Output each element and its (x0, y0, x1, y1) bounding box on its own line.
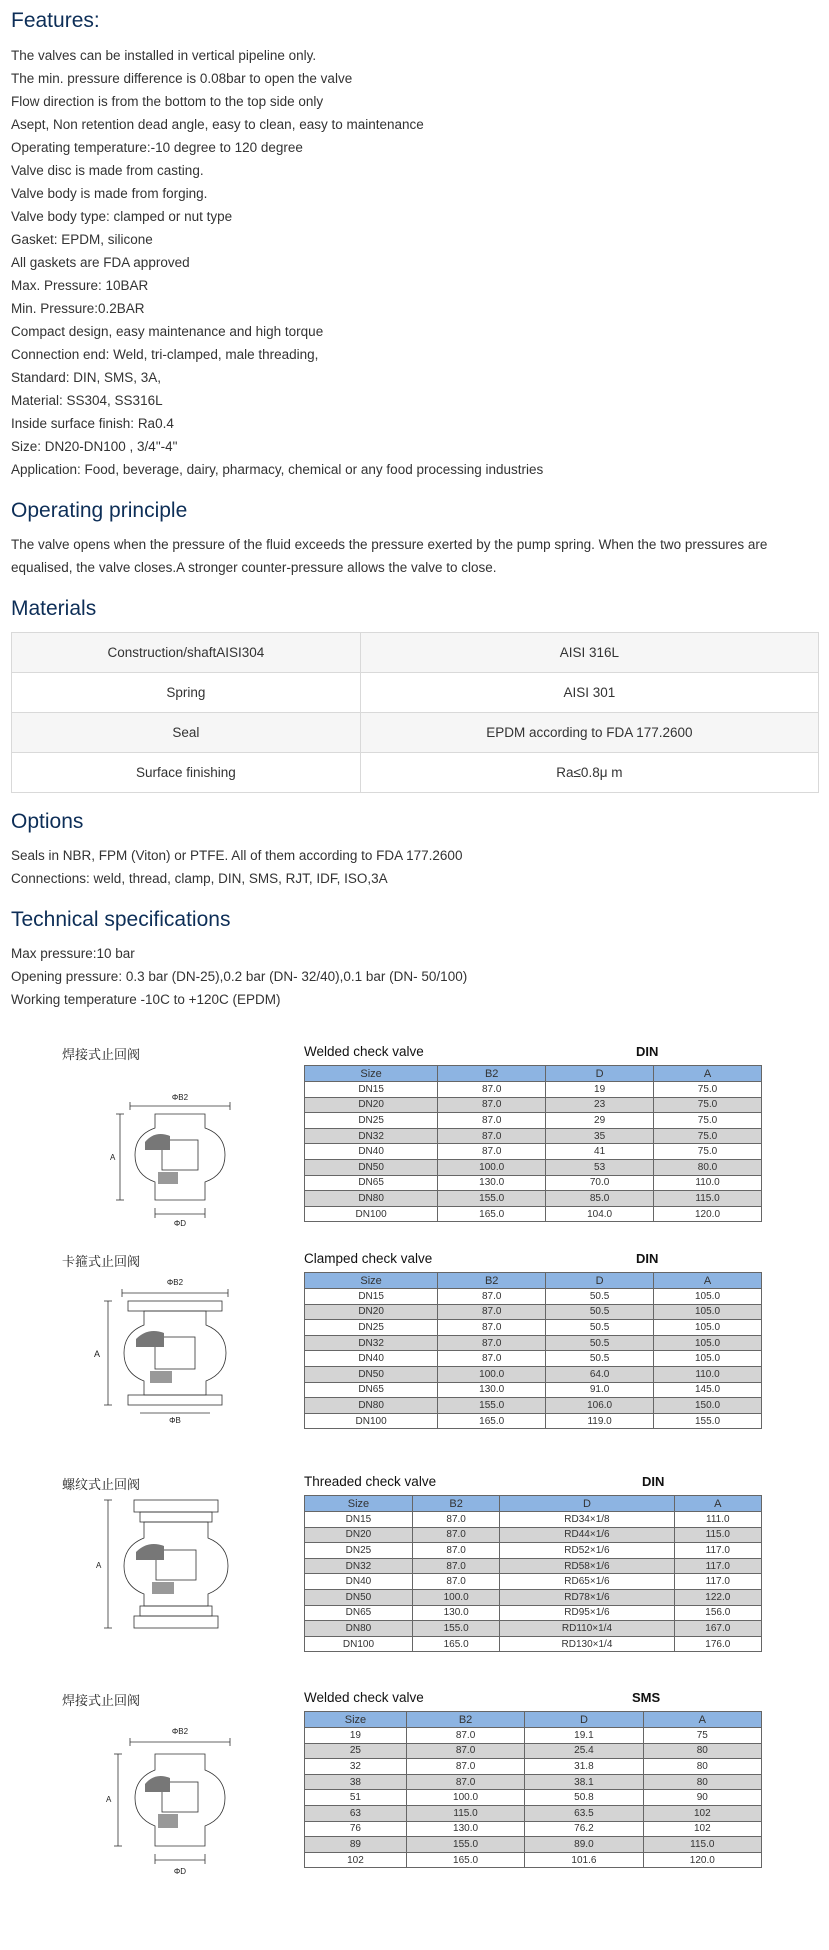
spec-cell: 75 (643, 1728, 761, 1744)
feature-item: Gasket: EPDM, silicone (11, 232, 153, 247)
spec-cell: DN25 (305, 1543, 413, 1559)
spec-header-cell: D (546, 1273, 654, 1289)
spec-cell: 75.0 (654, 1082, 762, 1098)
operating-section (11, 500, 819, 579)
spec-cell: 155.0 (412, 1621, 499, 1637)
spec-table (304, 1272, 762, 1429)
spec-row (305, 1527, 762, 1543)
spec-header-cell: D (500, 1496, 674, 1512)
spec-cell: 50.5 (546, 1304, 654, 1320)
spec-header-cell: Size (305, 1273, 438, 1289)
spec-cell: 76 (305, 1821, 407, 1837)
spec-row (305, 1728, 762, 1744)
spec-row (305, 1113, 762, 1129)
spec-row (305, 1790, 762, 1806)
welded-sms-valve-drawing (100, 1720, 240, 1880)
spec-cell: 63 (305, 1805, 407, 1821)
material-part: Seal (12, 713, 361, 753)
option-item: Connections: weld, thread, clamp, DIN, SMS, RJT, IDF, ISO,3A (11, 871, 388, 886)
spec-row (305, 1574, 762, 1590)
drawing-label: ΦB2 (171, 1093, 189, 1102)
spec-cell: 102 (643, 1805, 761, 1821)
spec-cell: 19.1 (525, 1728, 643, 1744)
feature-item: Valve body is made from forging. (11, 186, 208, 201)
spec-row (305, 1413, 762, 1429)
spec-title: Welded check valve (304, 1044, 424, 1059)
spec-cell: DN80 (305, 1191, 438, 1207)
feature-item: Asept, Non retention dead angle, easy to clean, easy to maintenance (11, 117, 424, 132)
spec-table (304, 1495, 762, 1652)
feature-item: Valve disc is made from casting. (11, 163, 204, 178)
options-list (11, 844, 819, 890)
spec-cell: 51 (305, 1790, 407, 1806)
options-section (11, 811, 819, 890)
drawing-label: A (106, 1795, 112, 1804)
spec-cell: 90 (643, 1790, 761, 1806)
spec-cell: 101.6 (525, 1852, 643, 1868)
spec-cell: DN65 (305, 1605, 413, 1621)
spec-cell: 155.0 (406, 1837, 524, 1853)
operating-text: The valve opens when the pressure of the fluid exceeds the pressure exerted by the pump spring. When the two pressures are equalised, the valve closes.A stronger counter-pressure allows the valve to close. (11, 537, 768, 575)
spec-cell: DN50 (305, 1366, 438, 1382)
spec-cell: 106.0 (546, 1398, 654, 1414)
drawing-label: ΦB (169, 1416, 181, 1425)
feature-item: Operating temperature:-10 degree to 120 degree (11, 140, 303, 155)
spec-cell: 87.0 (438, 1304, 546, 1320)
spec-cell: 100.0 (406, 1790, 524, 1806)
spec-cell: 105.0 (654, 1351, 762, 1367)
spec-cell: DN32 (305, 1558, 413, 1574)
spec-row (305, 1398, 762, 1414)
spec-cell: 38 (305, 1774, 407, 1790)
spec-cell: 80 (643, 1759, 761, 1775)
spec-standard: SMS (632, 1690, 661, 1705)
spec-threaded-din (0, 1470, 829, 1670)
spec-cell: 87.0 (438, 1320, 546, 1336)
spec-cell: 87.0 (412, 1558, 499, 1574)
spec-cell: 155.0 (438, 1398, 546, 1414)
feature-item: Material: SS304, SS316L (11, 393, 163, 408)
feature-item: Min. Pressure:0.2BAR (11, 301, 145, 316)
feature-item: Compact design, easy maintenance and high torque (11, 324, 324, 339)
spec-cell: DN25 (305, 1320, 438, 1336)
spec-cell: 87.0 (438, 1128, 546, 1144)
technical-item: Opening pressure: 0.3 bar (DN-25),0.2 bar (DN- 32/40),0.1 bar (DN- 50/100) (11, 969, 468, 984)
feature-item: The valves can be installed in vertical pipeline only. (11, 48, 317, 63)
spec-cell: 176.0 (674, 1636, 761, 1652)
spec-cn-label: 焊接式止回阀 (62, 1693, 141, 1708)
spec-cell: 63.5 (525, 1805, 643, 1821)
feature-item: All gaskets are FDA approved (11, 255, 190, 270)
spec-row (305, 1589, 762, 1605)
spec-cell: RD44×1/6 (500, 1527, 674, 1543)
spec-cell: DN40 (305, 1144, 438, 1160)
spec-cell: 165.0 (438, 1206, 546, 1222)
features-section (11, 10, 819, 481)
spec-cell: RD34×1/8 (500, 1512, 674, 1528)
spec-row (305, 1335, 762, 1351)
spec-row (305, 1821, 762, 1837)
spec-row (305, 1621, 762, 1637)
spec-cell: 165.0 (406, 1852, 524, 1868)
spec-header-cell: A (643, 1712, 761, 1728)
spec-cell: 80.0 (654, 1159, 762, 1175)
spec-cell: 105.0 (654, 1320, 762, 1336)
spec-cell: 167.0 (674, 1621, 761, 1637)
spec-cell: 110.0 (654, 1366, 762, 1382)
spec-cell: 120.0 (654, 1206, 762, 1222)
spec-cell: 80 (643, 1743, 761, 1759)
drawing-label: A (94, 1349, 101, 1359)
spec-cell: 165.0 (438, 1413, 546, 1429)
spec-cell: DN20 (305, 1304, 438, 1320)
spec-row (305, 1097, 762, 1113)
drawing-label: ΦB2 (171, 1727, 189, 1736)
spec-cell: 89.0 (525, 1837, 643, 1853)
spec-cell: 50.5 (546, 1320, 654, 1336)
features-heading: Features: (11, 9, 100, 32)
spec-cell: 100.0 (438, 1159, 546, 1175)
option-item: Seals in NBR, FPM (Viton) or PTFE. All of them according to FDA 177.2600 (11, 848, 463, 863)
spec-header-cell: Size (305, 1066, 438, 1082)
spec-row (305, 1512, 762, 1528)
spec-cell: 87.0 (412, 1527, 499, 1543)
spec-cell: 115.0 (674, 1527, 761, 1543)
spec-row (305, 1206, 762, 1222)
spec-cell: 87.0 (438, 1113, 546, 1129)
spec-row (305, 1743, 762, 1759)
spec-cell: DN50 (305, 1589, 413, 1605)
spec-cell: 120.0 (643, 1852, 761, 1868)
spec-cell: DN65 (305, 1175, 438, 1191)
spec-cell: DN32 (305, 1128, 438, 1144)
spec-cell: 115.0 (643, 1837, 761, 1853)
spec-cell: DN80 (305, 1621, 413, 1637)
spec-title: Clamped check valve (304, 1251, 433, 1266)
spec-cell: 41 (546, 1144, 654, 1160)
spec-header-cell: B2 (438, 1273, 546, 1289)
spec-row (305, 1304, 762, 1320)
spec-cell: 87.0 (438, 1082, 546, 1098)
spec-cell: RD65×1/6 (500, 1574, 674, 1590)
feature-item: The min. pressure difference is 0.08bar to open the valve (11, 71, 353, 86)
spec-header-row (305, 1712, 762, 1728)
features-list (11, 44, 819, 481)
spec-row (305, 1759, 762, 1775)
spec-cn-label: 螺纹式止回阀 (62, 1477, 141, 1492)
spec-cell: RD130×1/4 (500, 1636, 674, 1652)
spec-cell: 117.0 (674, 1574, 761, 1590)
spec-cell: 130.0 (406, 1821, 524, 1837)
material-part: Surface finishing (12, 753, 361, 793)
spec-row (305, 1351, 762, 1367)
material-value: AISI 316L (360, 633, 818, 673)
spec-cell: DN100 (305, 1413, 438, 1429)
feature-item: Connection end: Weld, tri-clamped, male threading, (11, 347, 319, 362)
spec-cn-label: 卡箍式止回阀 (62, 1254, 141, 1269)
spec-cell: DN65 (305, 1382, 438, 1398)
technical-item: Max pressure:10 bar (11, 946, 135, 961)
spec-table (304, 1711, 762, 1868)
spec-row (305, 1852, 762, 1868)
spec-cell: 87.0 (412, 1543, 499, 1559)
spec-cell: 130.0 (438, 1175, 546, 1191)
spec-cell: 50.5 (546, 1289, 654, 1305)
materials-table (11, 632, 819, 793)
spec-cell: 53 (546, 1159, 654, 1175)
spec-row (305, 1774, 762, 1790)
spec-header-cell: Size (305, 1496, 413, 1512)
spec-cell: 150.0 (654, 1398, 762, 1414)
spec-cell: 23 (546, 1097, 654, 1113)
spec-cell: RD95×1/6 (500, 1605, 674, 1621)
spec-cell: DN40 (305, 1574, 413, 1590)
spec-table (304, 1065, 762, 1222)
spec-cell: DN80 (305, 1398, 438, 1414)
drawing-label: A (110, 1153, 116, 1162)
spec-cell: 130.0 (412, 1605, 499, 1621)
welded-valve-drawing (100, 1080, 240, 1230)
spec-cell: 75.0 (654, 1144, 762, 1160)
spec-cell: RD110×1/4 (500, 1621, 674, 1637)
spec-header-cell: B2 (406, 1712, 524, 1728)
spec-cell: 102 (643, 1821, 761, 1837)
drawing-label: A (96, 1561, 102, 1570)
spec-row (305, 1082, 762, 1098)
feature-item: Valve body type: clamped or nut type (11, 209, 233, 224)
spec-header-row (305, 1273, 762, 1289)
spec-cell: 130.0 (438, 1382, 546, 1398)
spec-row (305, 1558, 762, 1574)
feature-item: Max. Pressure: 10BAR (11, 278, 149, 293)
feature-item: Size: DN20-DN100 , 3/4"-4" (11, 439, 178, 454)
feature-item: Flow direction is from the bottom to the top side only (11, 94, 324, 109)
spec-header-row (305, 1496, 762, 1512)
spec-row (305, 1636, 762, 1652)
spec-cell: 80 (643, 1774, 761, 1790)
spec-cell: 31.8 (525, 1759, 643, 1775)
material-part: Spring (12, 673, 361, 713)
spec-cell: 155.0 (654, 1413, 762, 1429)
technical-list (11, 942, 819, 1011)
material-value: Ra≤0.8μ m (360, 753, 818, 793)
spec-cell: 165.0 (412, 1636, 499, 1652)
spec-cell: 50.5 (546, 1351, 654, 1367)
drawing-label: ΦB2 (166, 1278, 184, 1287)
materials-heading: Materials (11, 597, 97, 620)
spec-row (305, 1191, 762, 1207)
spec-cell: DN15 (305, 1512, 413, 1528)
spec-cell: 117.0 (674, 1558, 761, 1574)
spec-cell: DN100 (305, 1636, 413, 1652)
spec-cell: DN25 (305, 1113, 438, 1129)
spec-cell: 119.0 (546, 1413, 654, 1429)
spec-cell: 87.0 (438, 1289, 546, 1305)
spec-cell: 115.0 (406, 1805, 524, 1821)
spec-cell: 76.2 (525, 1821, 643, 1837)
spec-row (305, 1159, 762, 1175)
spec-cell: 87.0 (438, 1351, 546, 1367)
spec-row (305, 1366, 762, 1382)
spec-row (305, 1382, 762, 1398)
spec-cell: DN100 (305, 1206, 438, 1222)
materials-section (11, 598, 819, 793)
spec-standard: DIN (636, 1251, 659, 1266)
spec-cell: 102 (305, 1852, 407, 1868)
spec-cell: 87.0 (406, 1728, 524, 1744)
spec-cell: 38.1 (525, 1774, 643, 1790)
spec-cell: 115.0 (654, 1191, 762, 1207)
drawing-label: ΦD (173, 1219, 187, 1228)
spec-cell: 50.5 (546, 1335, 654, 1351)
spec-cell: 64.0 (546, 1366, 654, 1382)
spec-cell: 87.0 (438, 1144, 546, 1160)
material-value: AISI 301 (360, 673, 818, 713)
spec-cell: 32 (305, 1759, 407, 1775)
spec-cell: DN15 (305, 1289, 438, 1305)
spec-standard: DIN (636, 1044, 659, 1059)
spec-cell: 155.0 (438, 1191, 546, 1207)
spec-row (305, 1605, 762, 1621)
spec-cell: RD52×1/6 (500, 1543, 674, 1559)
feature-item: Inside surface finish: Ra0.4 (11, 416, 174, 431)
spec-title: Threaded check valve (304, 1474, 437, 1489)
spec-cell: 75.0 (654, 1113, 762, 1129)
spec-cell: 104.0 (546, 1206, 654, 1222)
spec-cell: DN50 (305, 1159, 438, 1175)
materials-row (12, 673, 819, 713)
technical-item: Working temperature -10C to +120C (EPDM) (11, 992, 281, 1007)
spec-header-cell: D (546, 1066, 654, 1082)
spec-cell: 105.0 (654, 1289, 762, 1305)
spec-cn-label: 焊接式止回阀 (62, 1047, 141, 1062)
drawing-label: ΦD (173, 1867, 187, 1876)
spec-welded-sms (0, 1686, 829, 1886)
spec-cell: 87.0 (406, 1774, 524, 1790)
spec-cell: 87.0 (412, 1512, 499, 1528)
spec-cell: 87.0 (412, 1574, 499, 1590)
spec-cell: 35 (546, 1128, 654, 1144)
operating-heading: Operating principle (11, 499, 188, 522)
spec-standard: DIN (642, 1474, 665, 1489)
materials-row (12, 633, 819, 673)
technical-section (11, 909, 819, 1011)
spec-cell: DN20 (305, 1527, 413, 1543)
spec-cell: 87.0 (438, 1097, 546, 1113)
spec-cell: 100.0 (438, 1366, 546, 1382)
spec-header-cell: B2 (438, 1066, 546, 1082)
spec-cell: 87.0 (406, 1743, 524, 1759)
spec-cell: 87.0 (438, 1335, 546, 1351)
spec-row (305, 1805, 762, 1821)
spec-cell: 89 (305, 1837, 407, 1853)
spec-header-cell: A (654, 1066, 762, 1082)
spec-row (305, 1543, 762, 1559)
spec-cell: DN40 (305, 1351, 438, 1367)
spec-cell: RD58×1/6 (500, 1558, 674, 1574)
spec-header-cell: A (674, 1496, 761, 1512)
spec-cell: 110.0 (654, 1175, 762, 1191)
feature-item: Standard: DIN, SMS, 3A, (11, 370, 162, 385)
materials-row (12, 713, 819, 753)
spec-row (305, 1320, 762, 1336)
spec-row (305, 1837, 762, 1853)
spec-header-cell: B2 (412, 1496, 499, 1512)
spec-cell: 100.0 (412, 1589, 499, 1605)
clamped-valve-drawing (94, 1271, 240, 1425)
technical-heading: Technical specifications (11, 908, 231, 931)
spec-cell: 25.4 (525, 1743, 643, 1759)
spec-cell: 145.0 (654, 1382, 762, 1398)
spec-cell: DN15 (305, 1082, 438, 1098)
spec-cell: 85.0 (546, 1191, 654, 1207)
material-value: EPDM according to FDA 177.2600 (360, 713, 818, 753)
spec-clamped-din (0, 1247, 829, 1447)
material-part: Construction/shaftAISI304 (12, 633, 361, 673)
spec-cell: RD78×1/6 (500, 1589, 674, 1605)
spec-cell: 122.0 (674, 1589, 761, 1605)
spec-header-cell: Size (305, 1712, 407, 1728)
spec-welded-din (0, 1040, 829, 1240)
materials-row (12, 753, 819, 793)
threaded-valve-drawing (96, 1494, 240, 1644)
spec-cell: DN20 (305, 1097, 438, 1113)
spec-cell: 105.0 (654, 1335, 762, 1351)
spec-row (305, 1175, 762, 1191)
spec-cell: 156.0 (674, 1605, 761, 1621)
spec-cell: 91.0 (546, 1382, 654, 1398)
spec-cell: 117.0 (674, 1543, 761, 1559)
spec-header-row (305, 1066, 762, 1082)
spec-header-cell: D (525, 1712, 643, 1728)
spec-row (305, 1144, 762, 1160)
spec-row (305, 1128, 762, 1144)
spec-cell: 29 (546, 1113, 654, 1129)
spec-cell: 25 (305, 1743, 407, 1759)
spec-cell: 50.8 (525, 1790, 643, 1806)
spec-cell: 19 (305, 1728, 407, 1744)
spec-cell: 111.0 (674, 1512, 761, 1528)
spec-title: Welded check valve (304, 1690, 424, 1705)
spec-cell: 105.0 (654, 1304, 762, 1320)
spec-cell: 70.0 (546, 1175, 654, 1191)
feature-item: Application: Food, beverage, dairy, pharmacy, chemical or any food processing industries (11, 462, 544, 477)
spec-cell: DN32 (305, 1335, 438, 1351)
spec-header-cell: A (654, 1273, 762, 1289)
spec-cell: 19 (546, 1082, 654, 1098)
spec-cell: 75.0 (654, 1097, 762, 1113)
spec-row (305, 1289, 762, 1305)
spec-cell: 75.0 (654, 1128, 762, 1144)
options-heading: Options (11, 810, 84, 833)
spec-cell: 87.0 (406, 1759, 524, 1775)
